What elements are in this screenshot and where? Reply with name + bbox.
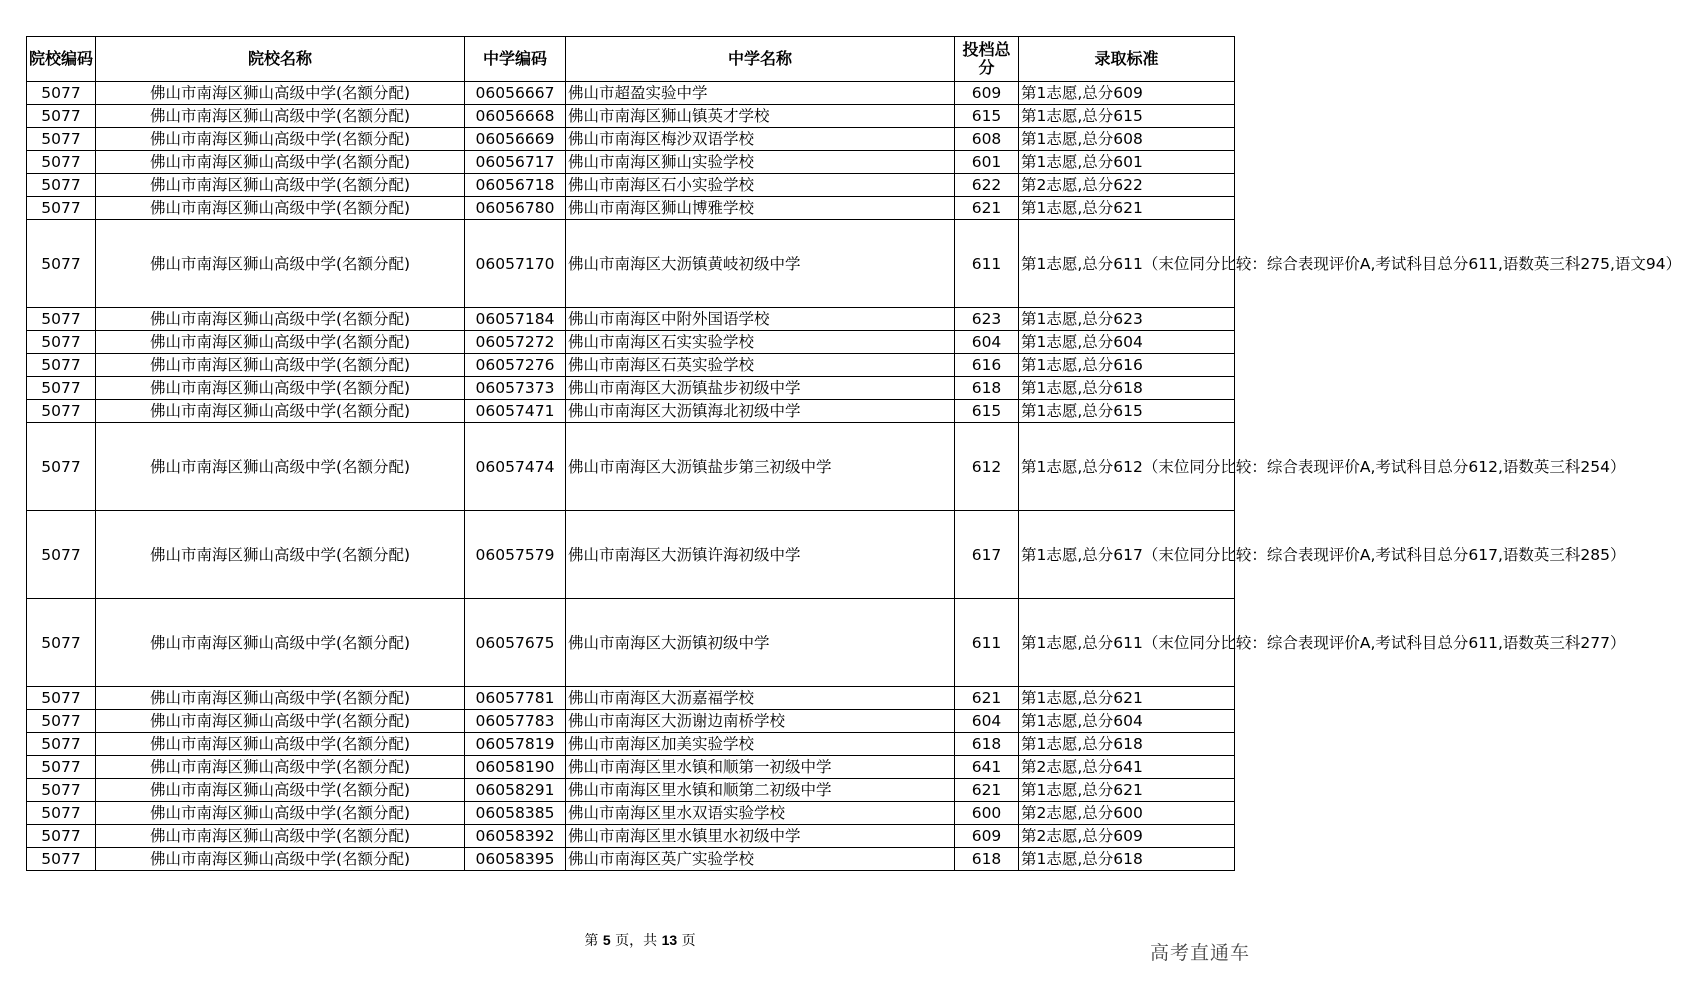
cell-standard: 第1志愿,总分618 [1019, 848, 1235, 871]
cell-school-name: 佛山市南海区狮山高级中学(名额分配) [96, 354, 465, 377]
cell-school-name: 佛山市南海区狮山高级中学(名额分配) [96, 174, 465, 197]
cell-score: 622 [955, 174, 1019, 197]
cell-middle-code: 06056667 [465, 82, 566, 105]
cell-middle-code: 06057373 [465, 377, 566, 400]
cell-school-name: 佛山市南海区狮山高级中学(名额分配) [96, 377, 465, 400]
cell-score: 601 [955, 151, 1019, 174]
cell-middle-name: 佛山市南海区英广实验学校 [566, 848, 955, 871]
cell-standard: 第1志愿,总分621 [1019, 197, 1235, 220]
cell-school-name: 佛山市南海区狮山高级中学(名额分配) [96, 802, 465, 825]
cell-school-code: 5077 [27, 599, 96, 687]
cell-school-code: 5077 [27, 756, 96, 779]
cell-school-code: 5077 [27, 82, 96, 105]
cell-standard: 第1志愿,总分618 [1019, 733, 1235, 756]
cell-middle-name: 佛山市南海区中附外国语学校 [566, 308, 955, 331]
header-middle-code: 中学编码 [465, 37, 566, 82]
cell-standard: 第1志愿,总分621 [1019, 687, 1235, 710]
cell-score: 618 [955, 848, 1019, 871]
cell-standard: 第2志愿,总分622 [1019, 174, 1235, 197]
watermark: 高考直通车 [1149, 942, 1250, 964]
footer-total-pages: 13 [661, 932, 678, 948]
cell-standard: 第1志愿,总分609 [1019, 82, 1235, 105]
header-score: 投档总分 [955, 37, 1019, 82]
cell-score: 615 [955, 400, 1019, 423]
cell-score: 618 [955, 377, 1019, 400]
cell-standard: 第1志愿,总分612（末位同分比较：综合表现评价A,考试科目总分612,语数英三科254） [1019, 423, 1235, 511]
cell-school-code: 5077 [27, 733, 96, 756]
table-row [27, 599, 1235, 687]
cell-standard: 第1志愿,总分617（末位同分比较：综合表现评价A,考试科目总分617,语数英三科285） [1019, 511, 1235, 599]
cell-middle-code: 06057471 [465, 400, 566, 423]
cell-score: 621 [955, 197, 1019, 220]
cell-standard: 第2志愿,总分609 [1019, 825, 1235, 848]
table-row [27, 174, 1235, 197]
cell-middle-name: 佛山市南海区大沥镇盐步初级中学 [566, 377, 955, 400]
footer-page-number: 5 [602, 932, 611, 948]
table-row [27, 756, 1235, 779]
cell-score: 617 [955, 511, 1019, 599]
cell-middle-code: 06058385 [465, 802, 566, 825]
cell-school-name: 佛山市南海区狮山高级中学(名额分配) [96, 687, 465, 710]
cell-middle-name: 佛山市南海区里水镇和顺第一初级中学 [566, 756, 955, 779]
table-row [27, 423, 1235, 511]
table-row [27, 710, 1235, 733]
cell-score: 615 [955, 105, 1019, 128]
cell-score: 621 [955, 687, 1019, 710]
cell-school-name: 佛山市南海区狮山高级中学(名额分配) [96, 423, 465, 511]
cell-middle-code: 06058392 [465, 825, 566, 848]
cell-standard: 第2志愿,总分641 [1019, 756, 1235, 779]
cell-middle-code: 06057184 [465, 308, 566, 331]
footer-middle: 页，共 [615, 933, 658, 949]
cell-standard: 第1志愿,总分615 [1019, 400, 1235, 423]
table-body [27, 82, 1681, 871]
cell-middle-name: 佛山市南海区狮山实验学校 [566, 151, 955, 174]
cell-school-code: 5077 [27, 377, 96, 400]
cell-middle-name: 佛山市南海区大沥谢边南桥学校 [566, 710, 955, 733]
table-row [27, 511, 1235, 599]
cell-school-code: 5077 [27, 128, 96, 151]
cell-school-code: 5077 [27, 687, 96, 710]
cell-school-code: 5077 [27, 802, 96, 825]
cell-school-name: 佛山市南海区狮山高级中学(名额分配) [96, 197, 465, 220]
cell-school-name: 佛山市南海区狮山高级中学(名额分配) [96, 128, 465, 151]
cell-school-name: 佛山市南海区狮山高级中学(名额分配) [96, 220, 465, 308]
cell-middle-name: 佛山市南海区石实实验学校 [566, 331, 955, 354]
cell-middle-code: 06057783 [465, 710, 566, 733]
cell-school-name: 佛山市南海区狮山高级中学(名额分配) [96, 756, 465, 779]
cell-school-name: 佛山市南海区狮山高级中学(名额分配) [96, 400, 465, 423]
cell-middle-code: 06057272 [465, 331, 566, 354]
table-row [27, 308, 1235, 331]
cell-standard: 第1志愿,总分615 [1019, 105, 1235, 128]
cell-middle-name: 佛山市南海区大沥镇黄岐初级中学 [566, 220, 955, 308]
cell-score: 641 [955, 756, 1019, 779]
table-row [27, 151, 1235, 174]
cell-standard: 第1志愿,总分616 [1019, 354, 1235, 377]
cell-school-code: 5077 [27, 174, 96, 197]
footer-prefix: 第 [584, 933, 599, 949]
table-row [27, 802, 1235, 825]
table-row [27, 128, 1235, 151]
cell-middle-name: 佛山市南海区狮山博雅学校 [566, 197, 955, 220]
cell-score: 609 [955, 82, 1019, 105]
cell-school-name: 佛山市南海区狮山高级中学(名额分配) [96, 151, 465, 174]
cell-score: 612 [955, 423, 1019, 511]
cell-middle-code: 06056669 [465, 128, 566, 151]
cell-score: 618 [955, 733, 1019, 756]
cell-school-code: 5077 [27, 825, 96, 848]
cell-middle-name: 佛山市南海区加美实验学校 [566, 733, 955, 756]
cell-school-name: 佛山市南海区狮山高级中学(名额分配) [96, 331, 465, 354]
cell-school-name: 佛山市南海区狮山高级中学(名额分配) [96, 599, 465, 687]
table-row [27, 825, 1235, 848]
table-row [27, 779, 1235, 802]
cell-school-name: 佛山市南海区狮山高级中学(名额分配) [96, 82, 465, 105]
cell-school-name: 佛山市南海区狮山高级中学(名额分配) [96, 825, 465, 848]
cell-school-name: 佛山市南海区狮山高级中学(名额分配) [96, 511, 465, 599]
cell-school-name: 佛山市南海区狮山高级中学(名额分配) [96, 105, 465, 128]
table-row [27, 331, 1235, 354]
cell-middle-code: 06057276 [465, 354, 566, 377]
cell-standard: 第1志愿,总分611（末位同分比较：综合表现评价A,考试科目总分611,语数英三科277） [1019, 599, 1235, 687]
cell-middle-code: 06057579 [465, 511, 566, 599]
cell-middle-name: 佛山市超盈实验中学 [566, 82, 955, 105]
table-row [27, 354, 1235, 377]
header-standard: 录取标准 [1019, 37, 1235, 82]
cell-school-code: 5077 [27, 423, 96, 511]
cell-score: 604 [955, 331, 1019, 354]
cell-score: 611 [955, 599, 1019, 687]
cell-school-code: 5077 [27, 331, 96, 354]
cell-standard: 第1志愿,总分604 [1019, 710, 1235, 733]
cell-school-code: 5077 [27, 779, 96, 802]
cell-school-name: 佛山市南海区狮山高级中学(名额分配) [96, 733, 465, 756]
cell-standard: 第1志愿,总分623 [1019, 308, 1235, 331]
cell-middle-name: 佛山市南海区梅沙双语学校 [566, 128, 955, 151]
cell-middle-code: 06057170 [465, 220, 566, 308]
cell-score: 600 [955, 802, 1019, 825]
cell-score: 621 [955, 779, 1019, 802]
page-footer [0, 930, 1280, 950]
cell-school-name: 佛山市南海区狮山高级中学(名额分配) [96, 848, 465, 871]
cell-middle-code: 06057675 [465, 599, 566, 687]
cell-score: 623 [955, 308, 1019, 331]
cell-middle-code: 06056780 [465, 197, 566, 220]
cell-middle-name: 佛山市南海区大沥镇海北初级中学 [566, 400, 955, 423]
cell-school-name: 佛山市南海区狮山高级中学(名额分配) [96, 308, 465, 331]
table-row [27, 400, 1235, 423]
cell-middle-name: 佛山市南海区狮山镇英才学校 [566, 105, 955, 128]
cell-school-code: 5077 [27, 710, 96, 733]
cell-middle-code: 06057819 [465, 733, 566, 756]
header-row [27, 37, 1235, 82]
table-row [27, 848, 1235, 871]
cell-school-code: 5077 [27, 511, 96, 599]
cell-middle-name: 佛山市南海区里水双语实验学校 [566, 802, 955, 825]
table-row [27, 105, 1235, 128]
footer-suffix: 页 [681, 933, 696, 949]
cell-school-name: 佛山市南海区狮山高级中学(名额分配) [96, 779, 465, 802]
cell-middle-code: 06058395 [465, 848, 566, 871]
cell-standard: 第2志愿,总分600 [1019, 802, 1235, 825]
cell-middle-code: 06057781 [465, 687, 566, 710]
cell-standard: 第1志愿,总分621 [1019, 779, 1235, 802]
cell-score: 604 [955, 710, 1019, 733]
cell-standard: 第1志愿,总分611（末位同分比较：综合表现评价A,考试科目总分611,语数英三科275,语文94） [1019, 220, 1235, 308]
header-school-code: 院校编码 [27, 37, 96, 82]
cell-school-code: 5077 [27, 400, 96, 423]
cell-school-code: 5077 [27, 354, 96, 377]
cell-score: 609 [955, 825, 1019, 848]
table-row [27, 377, 1235, 400]
cell-middle-code: 06056717 [465, 151, 566, 174]
cell-score: 608 [955, 128, 1019, 151]
cell-middle-name: 佛山市南海区大沥镇许海初级中学 [566, 511, 955, 599]
cell-middle-code: 06058291 [465, 779, 566, 802]
cell-middle-name: 佛山市南海区里水镇和顺第二初级中学 [566, 779, 955, 802]
cell-middle-code: 06058190 [465, 756, 566, 779]
cell-middle-name: 佛山市南海区里水镇里水初级中学 [566, 825, 955, 848]
table-row [27, 197, 1235, 220]
cell-score: 616 [955, 354, 1019, 377]
cell-school-code: 5077 [27, 197, 96, 220]
cell-school-name: 佛山市南海区狮山高级中学(名额分配) [96, 710, 465, 733]
cell-school-code: 5077 [27, 308, 96, 331]
cell-middle-code: 06057474 [465, 423, 566, 511]
header-middle-name: 中学名称 [566, 37, 955, 82]
table-row [27, 687, 1235, 710]
cell-middle-name: 佛山市南海区大沥嘉福学校 [566, 687, 955, 710]
cell-score: 611 [955, 220, 1019, 308]
cell-standard: 第1志愿,总分604 [1019, 331, 1235, 354]
cell-standard: 第1志愿,总分618 [1019, 377, 1235, 400]
cell-school-code: 5077 [27, 151, 96, 174]
cell-middle-name: 佛山市南海区大沥镇初级中学 [566, 599, 955, 687]
table-row [27, 220, 1235, 308]
cell-middle-name: 佛山市南海区石小实验学校 [566, 174, 955, 197]
table-row [27, 733, 1235, 756]
cell-middle-name: 佛山市南海区大沥镇盐步第三初级中学 [566, 423, 955, 511]
cell-school-code: 5077 [27, 220, 96, 308]
cell-school-code: 5077 [27, 105, 96, 128]
cell-standard: 第1志愿,总分608 [1019, 128, 1235, 151]
table-row [27, 82, 1235, 105]
cell-standard: 第1志愿,总分601 [1019, 151, 1235, 174]
cell-middle-code: 06056668 [465, 105, 566, 128]
cell-middle-name: 佛山市南海区石英实验学校 [566, 354, 955, 377]
cell-school-code: 5077 [27, 848, 96, 871]
header-school-name: 院校名称 [96, 37, 465, 82]
admissions-table [26, 36, 1681, 871]
cell-middle-code: 06056718 [465, 174, 566, 197]
